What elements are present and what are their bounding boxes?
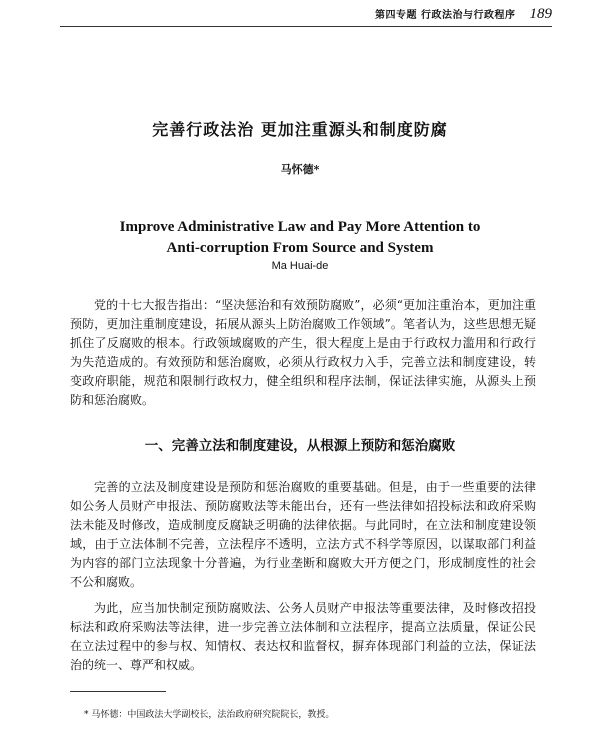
body-paragraph: 完善的立法及制度建设是预防和惩治腐败的重要基础。但是，由于一些重要的法律如公务人员财产申报法、预防腐败法等未能出台，还有一些法律如招投标法和政府采购法未能及时修改，造成制度反腐缺乏明确的法律依据。与此同时，在立法和制度建设领域，由于立法体制不完善，立法程序不透明，立法方式不科学等原因，以谋取部门利益为内容的部门立法现象十分普遍，为行业垄断和腐败大开方便之门，形成制度性的社会不公和腐败。 — [70, 480, 536, 589]
header-rule — [60, 26, 552, 27]
running-head-label: 第四专题 行政法治与行政程序 — [375, 10, 516, 21]
footnote: * 马怀德：中国政法大学副校长，法治政府研究院院长，教授。 — [84, 710, 335, 720]
running-head — [375, 6, 552, 23]
footnote-rule — [70, 691, 166, 692]
chinese-author: 马怀德* — [280, 163, 320, 176]
english-author: Ma Huai-de — [271, 260, 329, 272]
english-title — [0, 217, 600, 259]
page-number: 189 — [529, 6, 552, 22]
chinese-title: 完善行政法治 更加注重源头和制度防腐 — [152, 120, 448, 139]
abstract-paragraph: 党的十七大报告指出：“坚决惩治和有效预防腐败”，必须“更加注重治本，更加注重预防，更加注重制度建设，拓展从源头上防治腐败工作领域”。笔者认为，这些思想无疑抓住了反腐败的根本。行政领域腐败的产生，很大程度上是由于行政权力滥用和行政行为失范造成的。有效预防和惩治腐败，必须从行政权力入手，完善立法和制度建设，转变政府职能，规范和限制行政权力，健全组织和程序法制，保证法律实施，从源头上预防和惩治腐败。 — [70, 298, 536, 407]
english-title-line-2: Anti-corruption From Source and System — [166, 240, 434, 256]
section-heading: 一、完善立法和制度建设，从根源上预防和惩治腐败 — [144, 438, 456, 454]
english-title-line-1: Improve Administrative Law and Pay More Attention to — [119, 219, 481, 235]
body-paragraph: 为此，应当加快制定预防腐败法、公务人员财产申报法等重要法律，及时修改招投标法和政府采购法等法律，进一步完善立法体制和立法程序，提高立法质量，保证公民在立法过程中的参与权、知情权、表达权和监督权，摒弃体现部门利益的立法，保证法治的统一、尊严和权威。 — [70, 601, 536, 672]
